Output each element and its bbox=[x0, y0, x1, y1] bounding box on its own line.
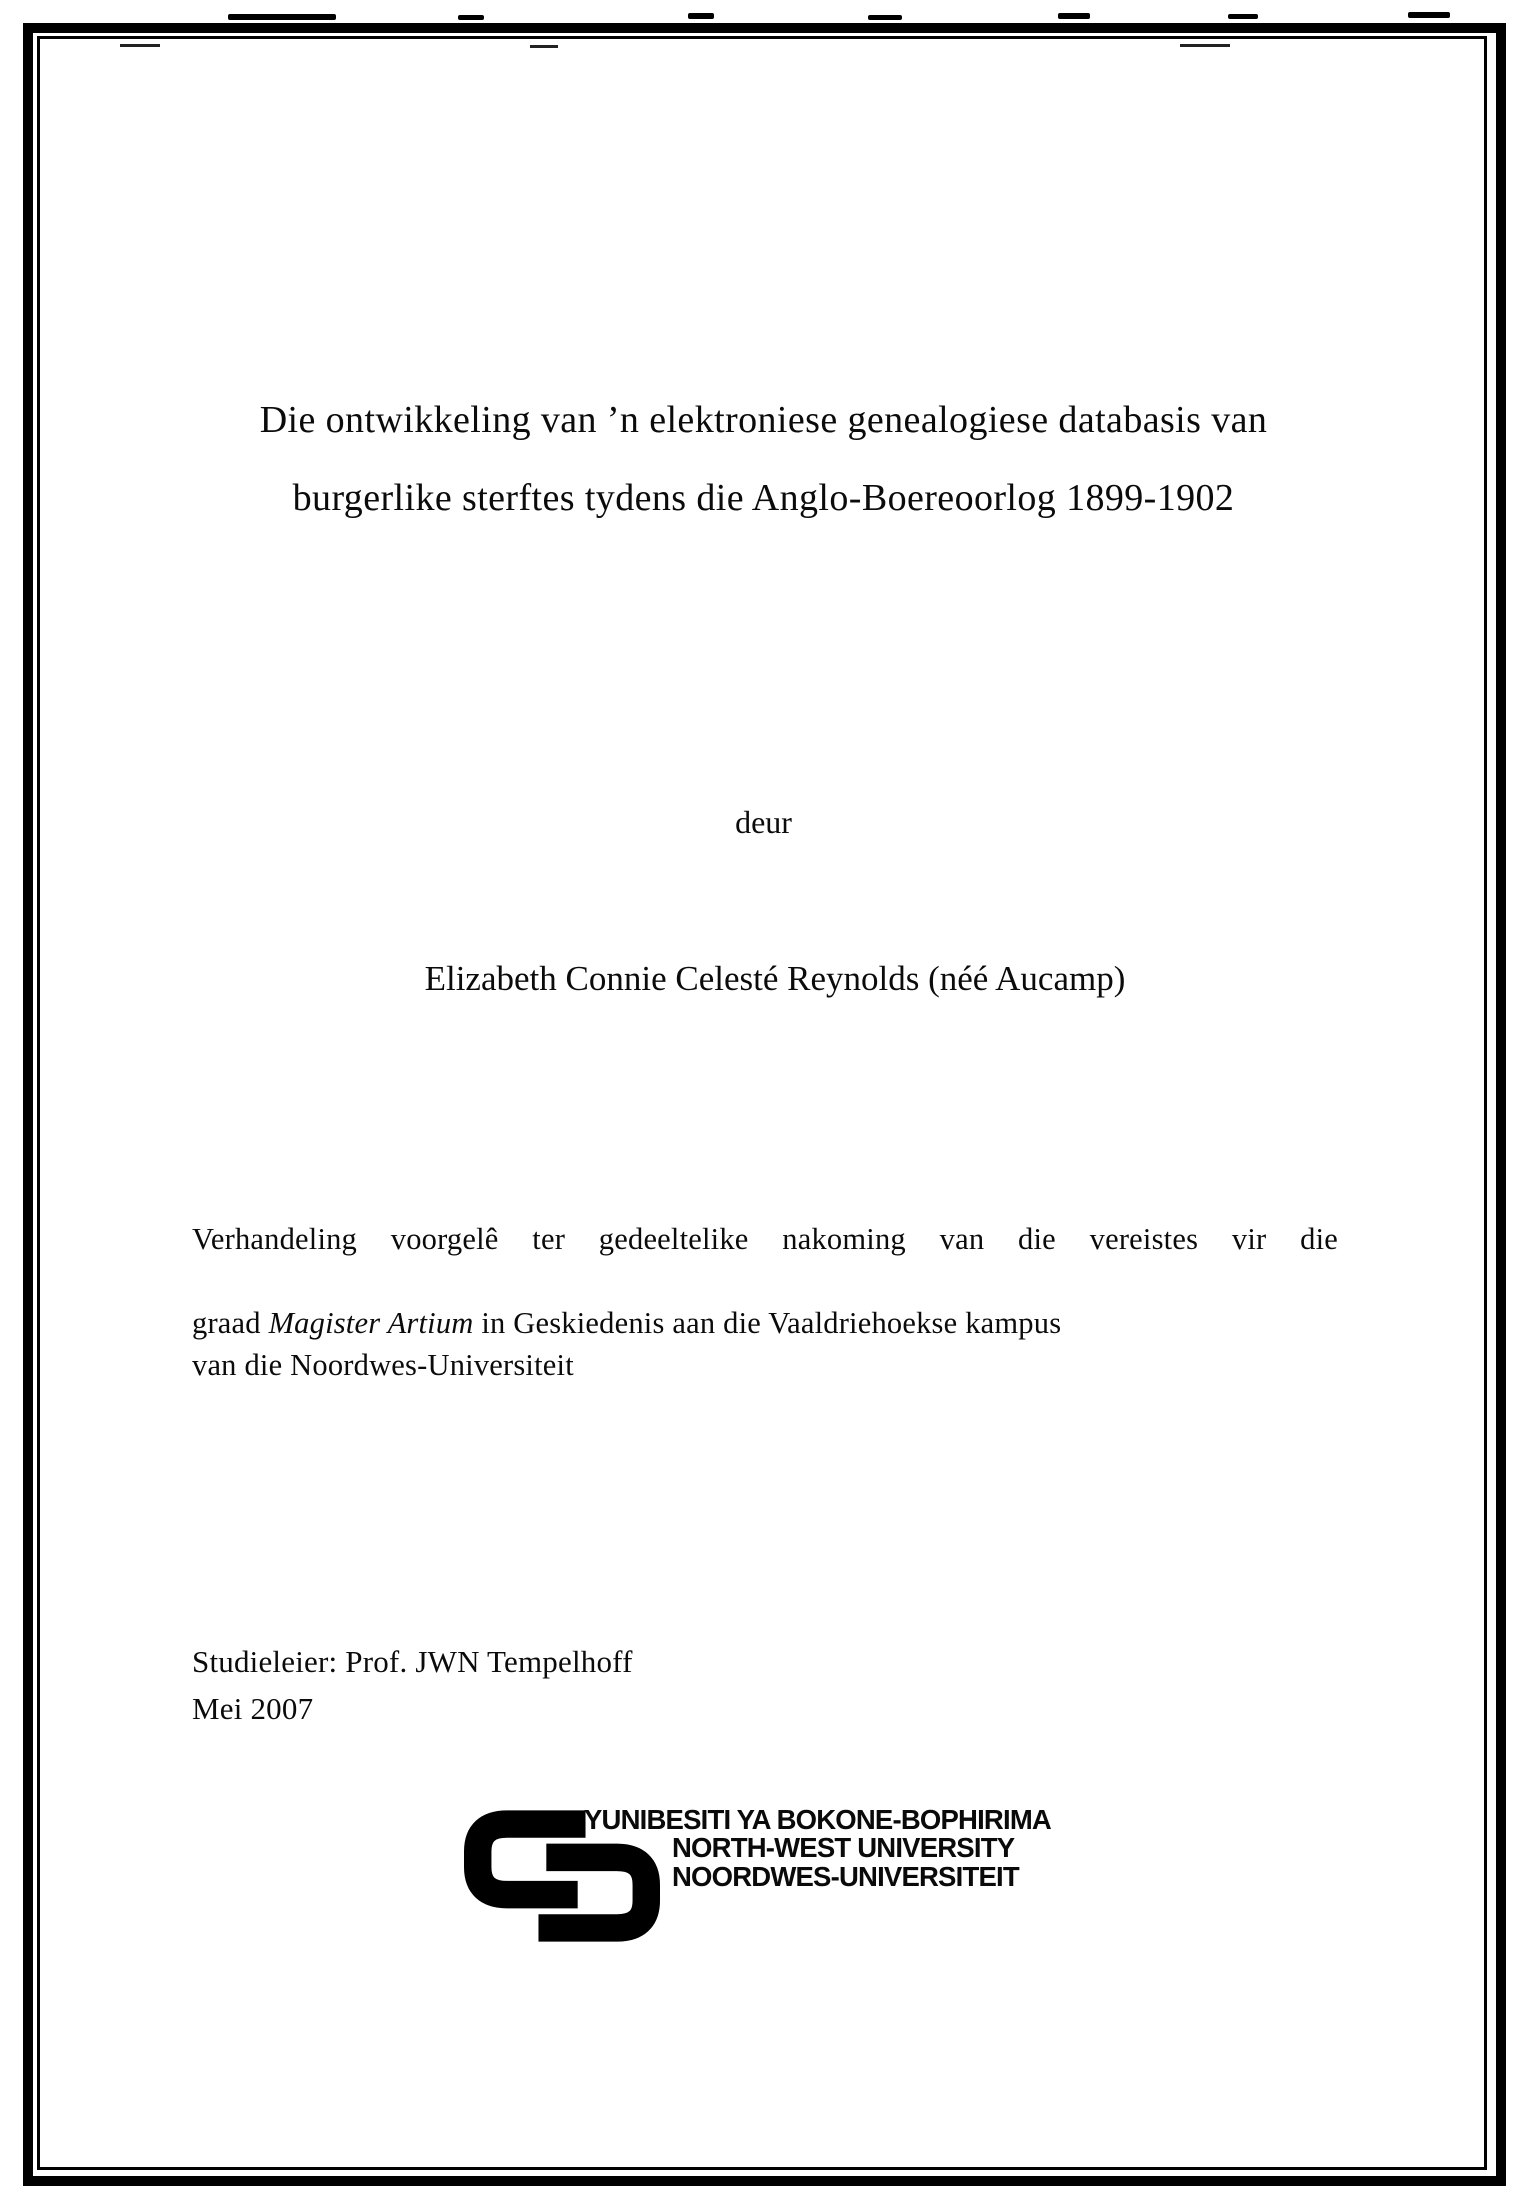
scan-artifact bbox=[120, 44, 160, 47]
date-line: Mei 2007 bbox=[192, 1691, 314, 1726]
logo-text-afrikaans: NOORDWES-UNIVERSITEIT bbox=[672, 1861, 1019, 1892]
scan-artifact bbox=[1058, 13, 1090, 19]
statement-line2-post: in Geskiedenis aan die Vaaldriehoekse kampus bbox=[473, 1306, 1062, 1340]
scan-artifact bbox=[688, 13, 714, 19]
statement-line2 bbox=[192, 1302, 1338, 1344]
credits-block bbox=[192, 1638, 633, 1732]
statement-line1: Verhandeling voorgelê ter gedeeltelike nakoming van die vereistes vir die bbox=[192, 1222, 1338, 1256]
logo-text-english: NORTH-WEST UNIVERSITY bbox=[672, 1832, 1015, 1863]
statement-line2-pre: graad bbox=[192, 1306, 269, 1340]
scan-artifact bbox=[1408, 12, 1450, 18]
statement-line3: van die Noordwes-Universiteit bbox=[192, 1348, 574, 1382]
scan-artifact bbox=[1180, 44, 1230, 47]
thesis-statement bbox=[192, 1218, 1338, 1386]
supervisor-line: Studieleier: Prof. JWN Tempelhoff bbox=[192, 1644, 633, 1679]
scan-artifact bbox=[1228, 14, 1258, 19]
degree-name: Magister Artium bbox=[268, 1306, 474, 1340]
scan-artifact bbox=[868, 15, 902, 20]
byline-deur: deur bbox=[735, 804, 792, 840]
author-name: Elizabeth Connie Celesté Reynolds (néé Aucamp) bbox=[424, 959, 1126, 998]
scan-artifact bbox=[458, 15, 484, 20]
thesis-title-line1: Die ontwikkeling van ’n elektroniese genealogiese databasis van bbox=[259, 399, 1268, 441]
scan-artifact bbox=[228, 14, 336, 20]
thesis-title-line2: burgerlike sterftes tydens die Anglo-Boereoorlog 1899-1902 bbox=[292, 477, 1235, 519]
logo-text-setswana: YUNIBESITI YA BOKONE-BOPHIRIMA bbox=[584, 1804, 1051, 1835]
scan-artifact bbox=[530, 45, 558, 48]
